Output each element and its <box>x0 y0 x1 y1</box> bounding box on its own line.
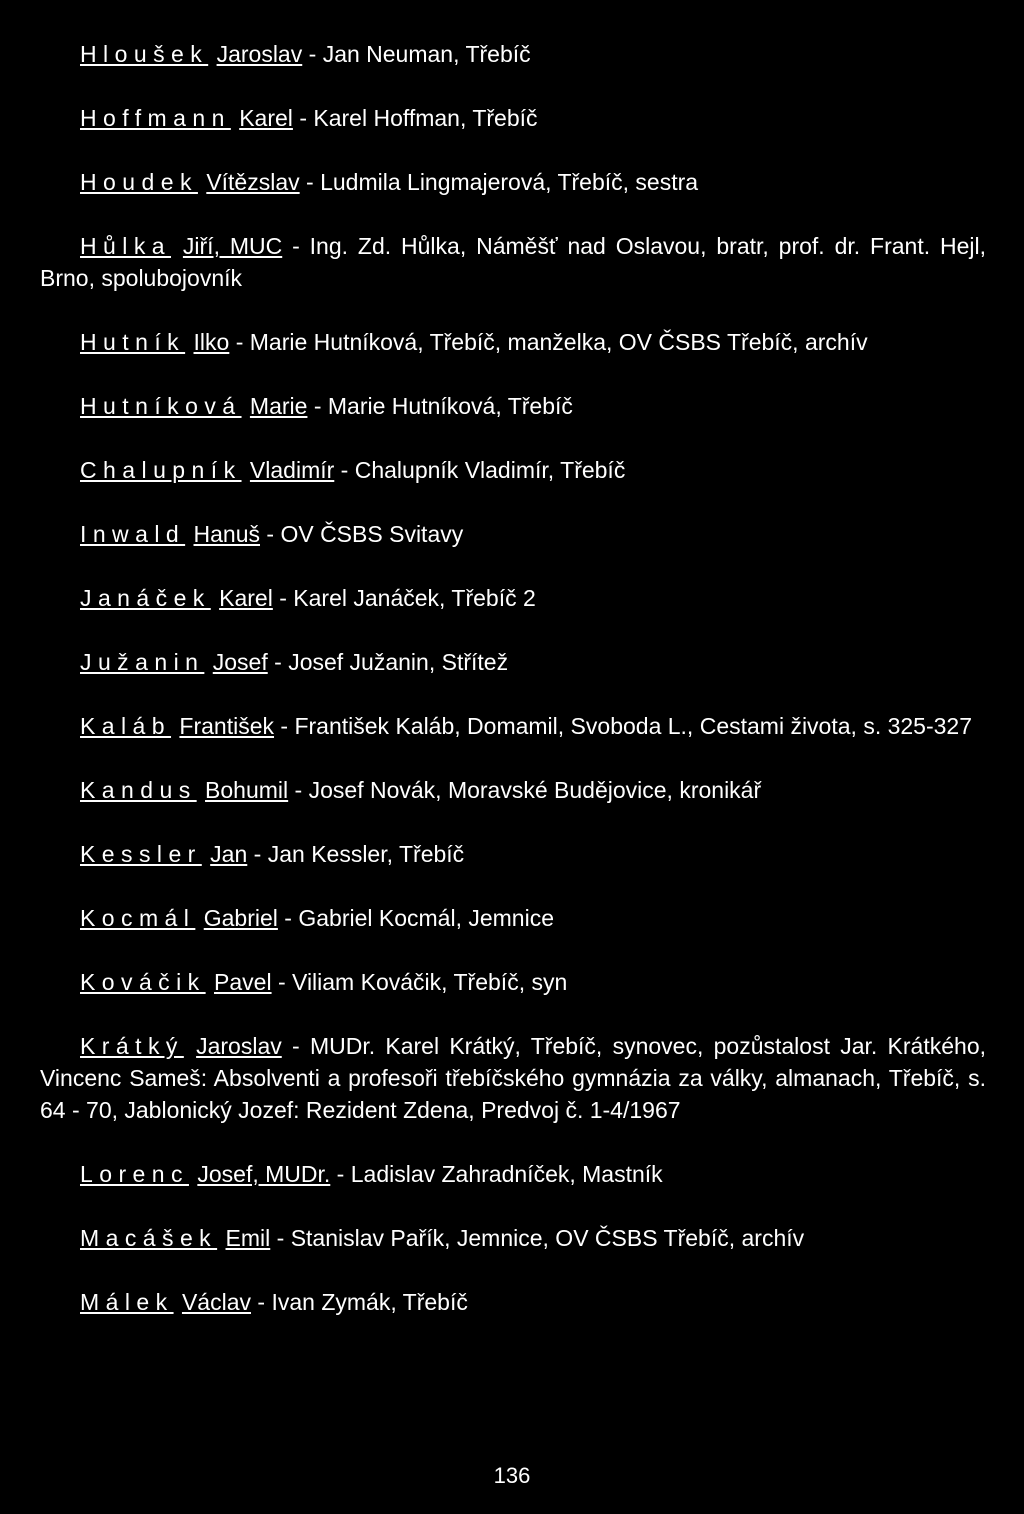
surname: Hutník <box>80 329 186 355</box>
given-name: František <box>179 713 275 739</box>
entry-info: Marie Hutníková, Třebíč <box>327 393 573 419</box>
separator: - <box>235 329 244 355</box>
entry-list <box>40 38 986 1350</box>
surname: Južanin <box>80 649 205 675</box>
given-name: Gabriel <box>203 905 278 931</box>
entry-info: Karel Hoffman, Třebíč <box>313 105 538 131</box>
separator: - <box>274 649 282 675</box>
surname: Hoffmann <box>80 105 231 131</box>
given-name: Bohumil <box>205 777 289 803</box>
given-name: Vítězslav <box>206 169 300 195</box>
surname: Krátký <box>80 1033 184 1059</box>
list-item <box>40 774 986 806</box>
page-number: 136 <box>493 1463 531 1488</box>
list-item <box>40 1286 986 1318</box>
entry-info: Josef Južanin, Střítež <box>288 649 509 675</box>
given-name: Vladimír <box>249 457 335 483</box>
entry-info: Jan Kessler, Třebíč <box>267 841 465 867</box>
surname: Kessler <box>80 841 202 867</box>
surname: Kocmál <box>80 905 196 931</box>
list-item <box>40 38 986 70</box>
entry-info: Marie Hutníková, Třebíč, manželka, OV ČSBS Třebíč, archív <box>249 329 868 355</box>
separator: - <box>292 233 300 259</box>
surname: Hůlka <box>80 233 172 259</box>
entry-info: Ludmila Lingmajerová, Třebíč, sestra <box>320 169 699 195</box>
given-name: Karel <box>219 585 273 611</box>
surname: Hloušek <box>80 41 209 67</box>
list-item <box>40 966 986 998</box>
entry-info: Ladislav Zahradníček, Mastník <box>350 1161 663 1187</box>
surname: Lorenc <box>80 1161 189 1187</box>
entry-info: OV ČSBS Svitavy <box>280 521 464 547</box>
entry-info: Viliam Kováčik, Třebíč, syn <box>292 969 568 995</box>
separator: - <box>279 585 287 611</box>
entry-info: Gabriel Kocmál, Jemnice <box>298 905 554 931</box>
list-item <box>40 518 986 550</box>
given-name: Ilko <box>193 329 230 355</box>
entry-info: Jan Neuman, Třebíč <box>322 41 531 67</box>
surname: Kandus <box>80 777 197 803</box>
list-item <box>40 1222 986 1254</box>
entry-info: Karel Janáček, Třebíč 2 <box>293 585 536 611</box>
separator: - <box>266 521 275 547</box>
separator: - <box>336 1161 345 1187</box>
given-name: Josef, MUDr. <box>197 1161 331 1187</box>
separator: - <box>299 105 307 131</box>
surname: Málek <box>80 1289 174 1315</box>
given-name: Jaroslav <box>196 1033 282 1059</box>
entry-info: Ivan Zymák, Třebíč <box>271 1289 468 1315</box>
surname: Houdek <box>80 169 198 195</box>
list-item <box>40 902 986 934</box>
list-item <box>40 454 986 486</box>
list-item <box>40 582 986 614</box>
given-name: Emil <box>225 1225 271 1251</box>
separator: - <box>340 457 349 483</box>
separator: - <box>313 393 322 419</box>
list-item <box>40 166 986 198</box>
separator: - <box>276 1225 285 1251</box>
separator: - <box>306 169 314 195</box>
list-item <box>40 1030 986 1126</box>
list-item <box>40 390 986 422</box>
given-name: Pavel <box>214 969 272 995</box>
list-item <box>40 230 986 294</box>
surname: Inwald <box>80 521 186 547</box>
given-name: Jaroslav <box>216 41 303 67</box>
separator: - <box>280 713 289 739</box>
surname: Macášek <box>80 1225 218 1251</box>
separator: - <box>294 777 303 803</box>
surname: Hutníková <box>80 393 242 419</box>
entry-info: Ing. Zd. Hůlka, Náměšť nad Oslavou, bratr, prof. dr. Frant. Hejl, Brno, spolubojovník <box>40 233 986 291</box>
separator: - <box>284 905 292 931</box>
list-item <box>40 838 986 870</box>
given-name: Marie <box>249 393 308 419</box>
given-name: Hanuš <box>193 521 260 547</box>
list-item <box>40 646 986 678</box>
separator: - <box>253 841 262 867</box>
entry-info: Stanislav Pařík, Jemnice, OV ČSBS Třebíč, archív <box>290 1225 805 1251</box>
list-item <box>40 710 986 742</box>
separator: - <box>277 969 286 995</box>
given-name: Jan <box>210 841 248 867</box>
given-name: Karel <box>239 105 293 131</box>
separator: - <box>292 1033 300 1059</box>
surname: Kováčik <box>80 969 206 995</box>
list-item <box>40 326 986 358</box>
surname: Chalupník <box>80 457 242 483</box>
entry-info: MUDr. Karel Krátký, Třebíč, synovec, pozůstalost Jar. Krátkého, Vincenc Sameš: Absolventi a profesoři třebíčského gymnázia za války, almanach, Třebíč, s. 64 - 70, Jablonický Jozef: Rezident Zdena, Predvoj č. 1-4/1967 <box>40 1033 986 1123</box>
entry-info: Josef Novák, Moravské Budějovice, kronikář <box>308 777 762 803</box>
entry-info: František Kaláb, Domamil, Svoboda L., Cestami života, s. 325-327 <box>294 713 973 739</box>
surname: Kaláb <box>80 713 172 739</box>
separator: - <box>257 1289 266 1315</box>
separator: - <box>308 41 317 67</box>
given-name: Josef <box>212 649 268 675</box>
given-name: Václav <box>181 1289 251 1315</box>
list-item <box>40 1158 986 1190</box>
surname: Janáček <box>80 585 211 611</box>
given-name: Jiří, MUC <box>182 233 283 259</box>
entry-info: Chalupník Vladimír, Třebíč <box>354 457 626 483</box>
list-item <box>40 102 986 134</box>
